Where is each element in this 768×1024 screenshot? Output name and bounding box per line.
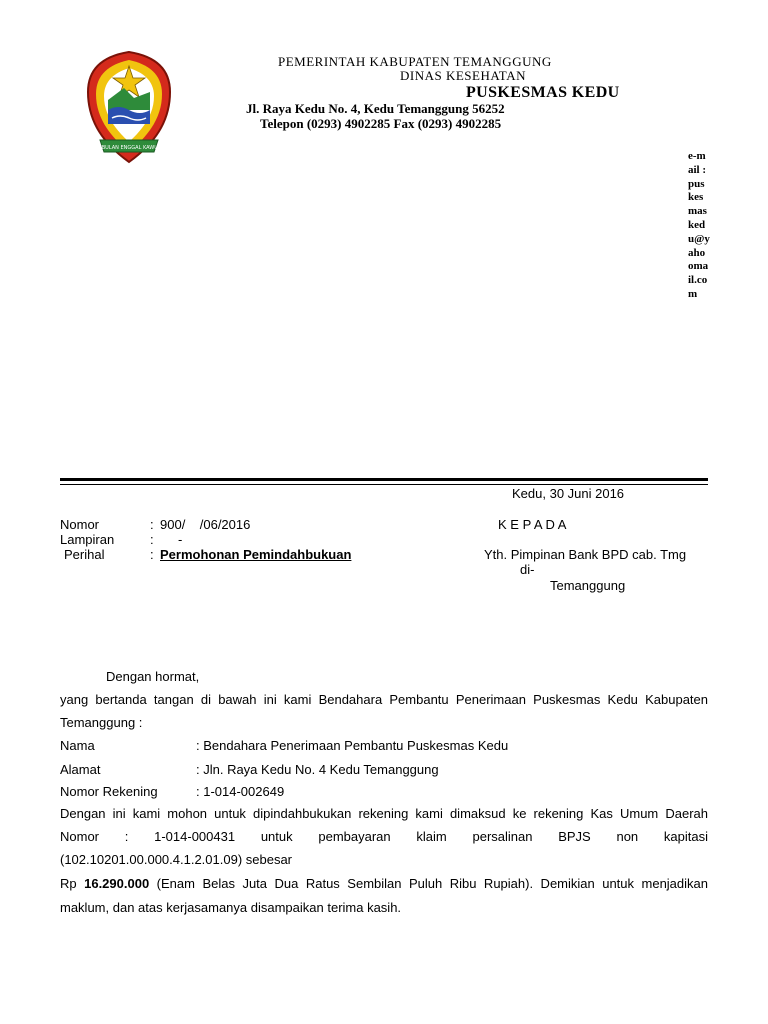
rekening-value: : 1-014-002649 xyxy=(196,784,285,799)
lampiran-colon: : xyxy=(150,532,154,547)
amount-words: (Enam Belas Juta Dua Ratus Sembilan Puluh Ribu Rupiah). Demikian untuk menjadikan xyxy=(149,876,708,891)
header-divider-thin xyxy=(60,484,708,485)
letter-date: Kedu, 30 Juni 2016 xyxy=(512,486,625,501)
request-line-3: (102.10201.00.000.4.1.2.01.09) sebesar xyxy=(60,852,293,867)
rekening-label: Nomor Rekening xyxy=(60,784,158,799)
amount-prefix: Rp xyxy=(60,876,85,891)
letterhead-email: e-mail : puskesmaskedu@yahoomail.com xyxy=(688,150,710,300)
header-divider-thick xyxy=(60,478,708,481)
alamat-value: : Jln. Raya Kedu No. 4 Kedu Temanggung xyxy=(196,762,439,777)
letterhead-department: DINAS KESEHATAN xyxy=(400,68,526,83)
nama-value: : Bendahara Penerimaan Pembantu Puskesmas Kedu xyxy=(196,738,509,753)
letterhead-address: Jl. Raya Kedu No. 4, Kedu Temanggung 56252 xyxy=(246,101,505,116)
perihal-value: Permohonan Pemindahbukuan xyxy=(160,547,352,562)
amount-value: 16.290.000 xyxy=(84,876,150,891)
nomor-label: Nomor xyxy=(60,517,100,532)
intro-line-2: Temanggung : xyxy=(60,715,143,730)
nomor-colon: : xyxy=(150,517,154,532)
letterhead-phone: Telepon (0293) 4902285 Fax (0293) 4902285 xyxy=(260,116,502,131)
salutation: Dengan hormat, xyxy=(106,669,200,684)
alamat-label: Alamat xyxy=(60,762,101,777)
recipient-di: di- xyxy=(520,562,535,577)
nomor-value: 900/ /06/2016 xyxy=(160,517,251,532)
amount-line xyxy=(60,876,708,891)
request-line-1: Dengan ini kami mohon untuk dipindahbukukan rekening kami dimaksud ke rekening Kas Umum Daerah xyxy=(60,806,708,821)
letterhead-government: PEMERINTAH KABUPATEN TEMANGGUNG xyxy=(278,54,552,69)
lampiran-label: Lampiran xyxy=(60,532,115,547)
regency-logo xyxy=(84,48,174,166)
nama-label: Nama xyxy=(60,738,95,753)
logo-motto-text: UMBULAN ENGGAL KAWULA xyxy=(93,145,165,151)
recipient-city: Temanggung xyxy=(550,578,626,593)
perihal-colon: : xyxy=(150,547,154,562)
lampiran-value: - xyxy=(160,532,183,547)
perihal-label: Perihal xyxy=(64,547,105,562)
recipient-name: Yth. Pimpinan Bank BPD cab. Tmg xyxy=(484,547,687,562)
kepada-heading: K E P A D A xyxy=(498,517,567,532)
intro-line-1: yang bertanda tangan di bawah ini kami Bendahara Pembantu Penerimaan Puskesmas Kedu Kabupaten xyxy=(60,692,708,707)
closing-line: maklum, dan atas kerjasamanya disampaikan terima kasih. xyxy=(60,900,402,915)
request-line-2: Nomor : 1-014-000431 untuk pembayaran klaim persalinan BPJS non kapitasi xyxy=(60,829,708,844)
letterhead-institution: PUSKESMAS KEDU xyxy=(466,84,620,101)
